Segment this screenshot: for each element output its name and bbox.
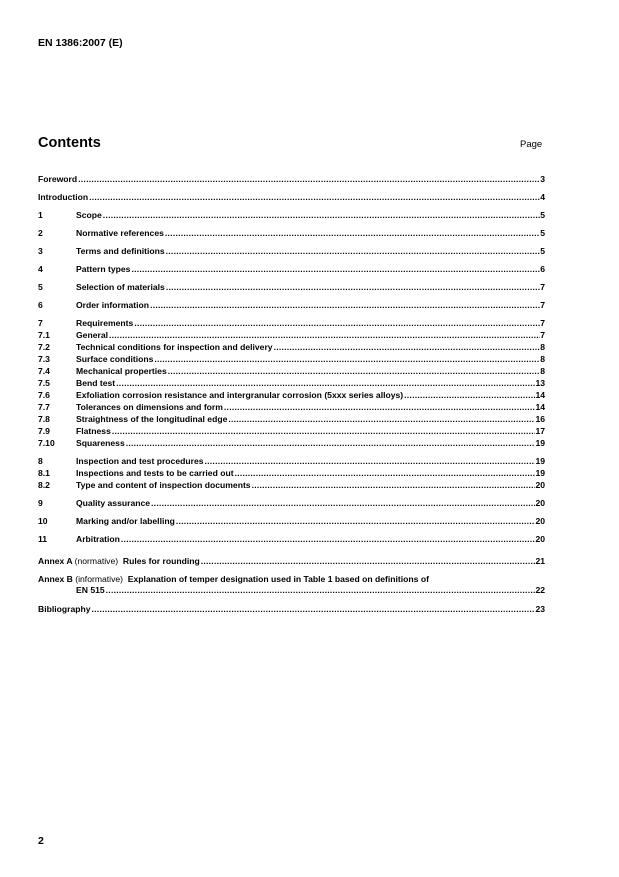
page-number: 20 (535, 498, 545, 508)
entry-title: Inspection and test procedures (76, 456, 204, 466)
entry-title: Mechanical properties (76, 366, 167, 376)
page-number: 5 (540, 228, 545, 238)
toc-entry[interactable] (38, 210, 545, 221)
dot-leader (168, 366, 540, 377)
page-number: 8 (540, 354, 545, 364)
section-number: 5 (38, 282, 43, 292)
section-number: 7.6 (38, 390, 50, 400)
toc-entry[interactable] (38, 228, 545, 239)
page-number: 8 (540, 342, 545, 352)
dot-leader (228, 414, 535, 425)
toc-entry[interactable] (38, 378, 545, 389)
entry-title: Requirements (76, 318, 134, 328)
entry-title: Inspections and tests to be carried out (76, 468, 234, 478)
dot-leader (131, 264, 540, 275)
toc-entry[interactable] (38, 354, 545, 365)
dot-leader (205, 456, 536, 467)
entry-title: Straightness of the longitudinal edge (76, 414, 228, 424)
dot-leader (103, 210, 540, 221)
page-number: 19 (535, 456, 545, 466)
entry-title: Squareness (76, 438, 125, 448)
page-number: 20 (535, 516, 545, 526)
page-number: 14 (535, 402, 545, 412)
toc-entry[interactable] (38, 402, 545, 413)
section-number: 7.8 (38, 414, 50, 424)
page-number: 7 (540, 282, 545, 292)
page-number: 19 (535, 468, 545, 478)
page-number: 19 (535, 438, 545, 448)
toc-entry[interactable] (38, 414, 545, 425)
entry-title: Foreword (38, 174, 78, 184)
annex-title: Rules for rounding (122, 556, 200, 566)
section-number: 2 (38, 228, 43, 238)
section-number: 10 (38, 516, 48, 526)
section-number: 9 (38, 498, 43, 508)
section-number: 7.10 (38, 438, 55, 448)
dot-leader (109, 330, 540, 341)
entry-title: General (76, 330, 109, 340)
toc-entry[interactable] (38, 366, 545, 377)
page-number: 16 (535, 414, 545, 424)
section-number: 7.7 (38, 402, 50, 412)
page-number: 7 (540, 318, 545, 328)
page-number: 8 (540, 366, 545, 376)
entry-title: Pattern types (76, 264, 131, 274)
toc-entry[interactable] (38, 300, 545, 311)
section-number: 7.5 (38, 378, 50, 388)
dot-leader (112, 426, 536, 437)
dot-leader (404, 390, 535, 401)
entry-title: Type and content of inspection documents (76, 480, 251, 490)
toc-entry[interactable] (38, 246, 545, 257)
dot-leader (121, 534, 536, 545)
section-number: 6 (38, 300, 43, 310)
toc-entry[interactable] (38, 426, 545, 437)
page-number: 5 (540, 246, 545, 256)
section-number: 8.2 (38, 480, 50, 490)
dot-leader (134, 318, 540, 329)
section-number: 11 (38, 534, 48, 544)
toc-entry[interactable] (38, 468, 545, 479)
annex-title-line1: Explanation of temper designation used in Table 1 based on definitions of (127, 574, 429, 584)
dot-leader (274, 342, 541, 353)
toc-entry[interactable] (38, 174, 545, 185)
entry-title: Order information (76, 300, 150, 310)
dot-leader (92, 604, 536, 615)
dot-leader (89, 192, 540, 203)
dot-leader (166, 282, 540, 293)
page-number: 7 (540, 330, 545, 340)
page-number-footer: 2 (38, 835, 44, 847)
entry-title: Tolerances on dimensions and form (76, 402, 223, 412)
toc-entry-annex-b[interactable] (38, 574, 545, 596)
toc-entry[interactable] (38, 516, 545, 527)
toc-entry[interactable] (38, 480, 545, 491)
entry-title: Introduction (38, 192, 89, 202)
page-column-label: Page (520, 139, 543, 150)
entry-title: Marking and/or labelling (76, 516, 175, 526)
entry-title: Normative references (76, 228, 164, 238)
entry-title: Bend test (76, 378, 116, 388)
toc-entry[interactable] (38, 534, 545, 545)
entry-title: Arbitration (76, 534, 120, 544)
page-number: 14 (535, 390, 545, 400)
entry-title: Flatness (76, 426, 111, 436)
dot-leader (116, 378, 535, 389)
dot-leader (151, 498, 535, 509)
document-id: EN 1386:2007 (E) (38, 37, 123, 49)
entry-title: Technical conditions for inspection and delivery (76, 342, 273, 352)
section-number: 7 (38, 318, 43, 328)
entry-title: Surface conditions (76, 354, 154, 364)
dot-leader (150, 300, 540, 311)
page-number: 17 (535, 426, 545, 436)
annex-label: Annex B (38, 574, 73, 584)
page-number: 20 (535, 480, 545, 490)
section-number: 3 (38, 246, 43, 256)
toc-entry[interactable] (38, 456, 545, 467)
section-number: 8 (38, 456, 43, 466)
page-number: 20 (535, 534, 545, 544)
page-number: 23 (535, 604, 545, 614)
section-number: 7.4 (38, 366, 50, 376)
toc-entry[interactable] (38, 342, 545, 353)
toc-entry[interactable] (38, 318, 545, 329)
section-number: 7.3 (38, 354, 50, 364)
entry-title: Bibliography (38, 604, 91, 614)
page-number: 13 (535, 378, 545, 388)
page-number: 6 (540, 264, 545, 274)
page-number: 21 (535, 556, 545, 566)
section-number: 8.1 (38, 468, 50, 478)
annex-title-line2: EN 515 (76, 585, 105, 595)
page-number: 4 (540, 192, 545, 202)
section-number: 7.2 (38, 342, 50, 352)
toc-entry[interactable] (38, 390, 545, 401)
toc-entry[interactable] (38, 264, 545, 275)
dot-leader (176, 516, 536, 527)
toc-entry[interactable] (38, 282, 545, 293)
contents-title: Contents (38, 135, 101, 151)
section-number: 4 (38, 264, 43, 274)
dot-leader (235, 468, 536, 479)
dot-leader (252, 480, 536, 491)
toc-entry[interactable] (38, 330, 545, 341)
page-number: 3 (540, 174, 545, 184)
dot-leader (201, 556, 536, 567)
page-number: 22 (535, 585, 545, 595)
entry-title: Exfoliation corrosion resistance and intergranular corrosion (5xxx series alloys) (76, 390, 404, 400)
dot-leader (166, 246, 541, 257)
dot-leader (154, 354, 540, 365)
toc-entry[interactable] (38, 192, 545, 203)
annex-kind: (informative) (75, 574, 124, 584)
toc-entry-annex-a[interactable] (38, 556, 545, 567)
section-number: 7.9 (38, 426, 50, 436)
entry-title: Scope (76, 210, 102, 220)
page-number: 5 (540, 210, 545, 220)
entry-title: Quality assurance (76, 498, 151, 508)
dot-leader (126, 438, 536, 449)
annex-label: Annex A (38, 556, 73, 566)
page-number: 7 (540, 300, 545, 310)
dot-leader (106, 585, 536, 596)
dot-leader (78, 174, 540, 185)
section-number: 1 (38, 210, 43, 220)
annex-kind: (normative) (74, 556, 119, 566)
toc-entry-bibliography[interactable] (38, 604, 545, 615)
toc-entry[interactable] (38, 498, 545, 509)
dot-leader (165, 228, 540, 239)
dot-leader (224, 402, 536, 413)
entry-title: Selection of materials (76, 282, 165, 292)
section-number: 7.1 (38, 330, 50, 340)
entry-title: Terms and definitions (76, 246, 165, 256)
toc-entry[interactable] (38, 438, 545, 449)
